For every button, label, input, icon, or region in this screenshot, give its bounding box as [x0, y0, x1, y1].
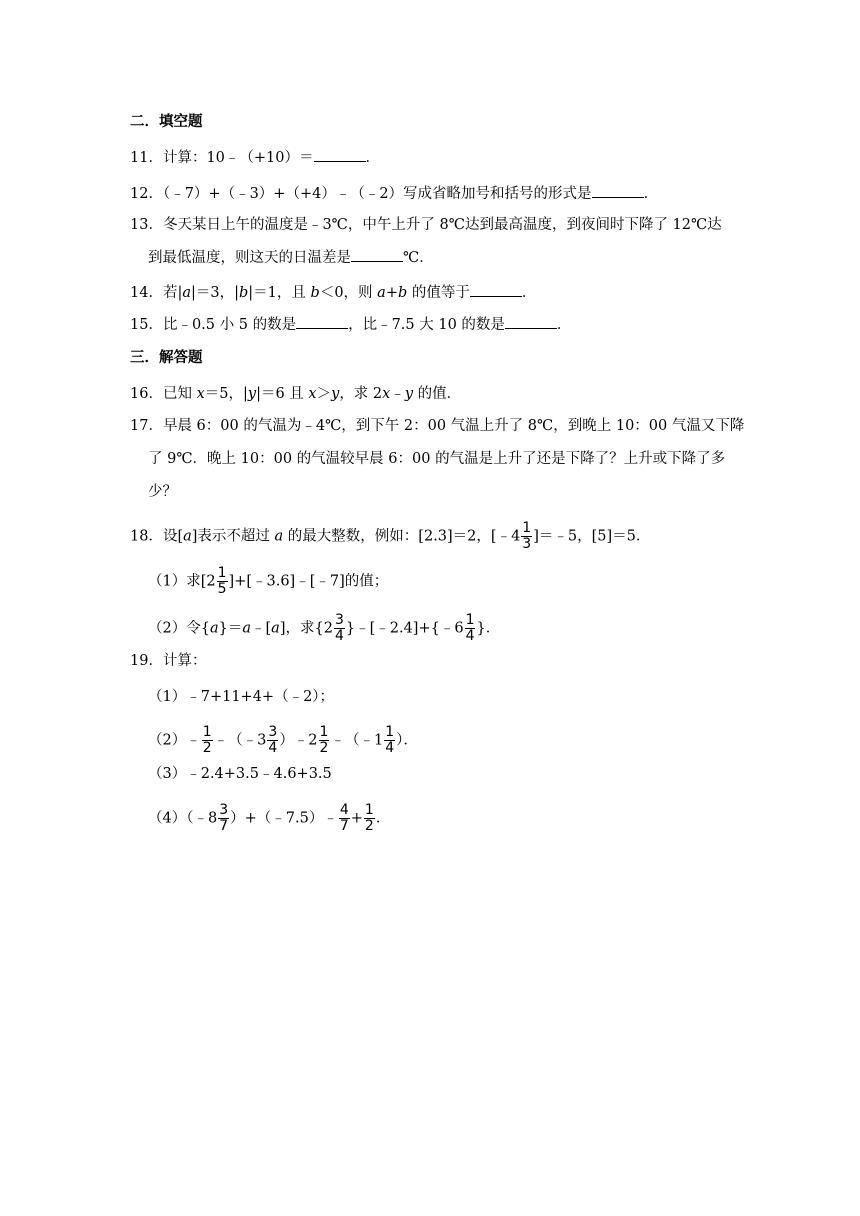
answer-blank	[351, 247, 403, 262]
fraction: $\frac{3}{4}$	[334, 612, 344, 644]
fraction: $\frac{1}{5}$	[217, 565, 227, 597]
answer-blank	[296, 314, 348, 329]
section-title-solve: 三．解答题	[130, 349, 203, 366]
question-13-line1: 13．冬天某日上午的温度是﹣3℃，中午上升了 8℃达到最高温度，到夜间时下降了 12℃达	[130, 217, 722, 233]
question-12: 12．（﹣7）+（﹣3）+（+4）﹣（﹣2）写成省略加号和括号的形式是 ．	[130, 183, 658, 204]
question-18-part2: （2）令{a}＝a﹣[a]，求{2 $\frac{3}{4}$ }﹣[﹣2.4]+{﹣6 $\frac{1}{4}$ }．	[148, 612, 501, 644]
question-17-line3: 少？	[148, 484, 177, 500]
question-14: 14．若|a|＝3，|b|＝1，且 b＜0，则 a+b 的值等于 ．	[130, 282, 536, 303]
fraction: $\frac{1}{2}$	[364, 802, 374, 834]
question-19-part2: （2）﹣ $\frac{1}{2}$ ﹣（﹣3 $\frac{3}{4}$ ）﹣2 $\frac{1}{2}$ ﹣（﹣1 $\frac{1}{4}$ ）．	[148, 724, 418, 756]
fraction: $\frac{1}{2}$	[319, 724, 329, 756]
answer-blank	[470, 282, 522, 297]
question-11: 11．计算：10﹣（+10）＝ ．	[130, 147, 380, 168]
fraction: $\frac{1}{2}$	[202, 724, 212, 756]
question-19-title: 19．计算：	[130, 653, 207, 669]
answer-blank	[505, 314, 557, 329]
question-18-part1: （1）求[2 $\frac{1}{5}$ ]+[﹣3.6]﹣[﹣7]的值；	[148, 565, 389, 597]
fraction: $\frac{1}{4}$	[385, 724, 395, 756]
fraction: $\frac{1}{3}$	[522, 520, 532, 552]
answer-blank	[592, 183, 644, 198]
question-17-line2: 了 9℃．晚上 10：00 的气温较早晨 6：00 的气温是上升了还是下降了？上升或下降了多	[148, 451, 726, 467]
section-title-fill-blank: 二．填空题	[130, 113, 203, 130]
question-15: 15．比﹣0.5 小 5 的数是 ，比﹣7.5 大 10 的数是 ．	[130, 314, 571, 335]
question-19-part1: （1）﹣7+11+4+（﹣2）；	[148, 689, 335, 705]
fraction: $\frac{3}{7}$	[219, 802, 229, 834]
question-19-part4: （4）（﹣8 $\frac{3}{7}$ ）+（﹣7.5）﹣ $\frac{4}{7}$ + $\frac{1}{2}$ ．	[148, 802, 391, 834]
question-18: 18．设[a]表示不超过 a 的最大整数，例如：[2.3]＝2，[﹣4 $\frac{1}{3}$ ]＝﹣5，[5]＝5．	[130, 520, 651, 552]
question-13-line2: 到最低温度，则这天的日温差是 ℃．	[148, 247, 434, 268]
answer-blank	[314, 147, 366, 162]
question-19-part3: （3）﹣2.4+3.5﹣4.6+3.5	[148, 766, 332, 782]
fraction: $\frac{4}{7}$	[339, 802, 349, 834]
question-16: 16．已知 x＝5，|y|＝6 且 x＞y，求 2x﹣y 的值．	[130, 386, 462, 402]
fraction: $\frac{1}{4}$	[465, 612, 475, 644]
fraction: $\frac{3}{4}$	[268, 724, 278, 756]
question-17-line1: 17．早晨 6：00 的气温为﹣4℃，到下午 2：00 气温上升了 8℃，到晚上 10：00 气温又下降	[130, 418, 745, 434]
